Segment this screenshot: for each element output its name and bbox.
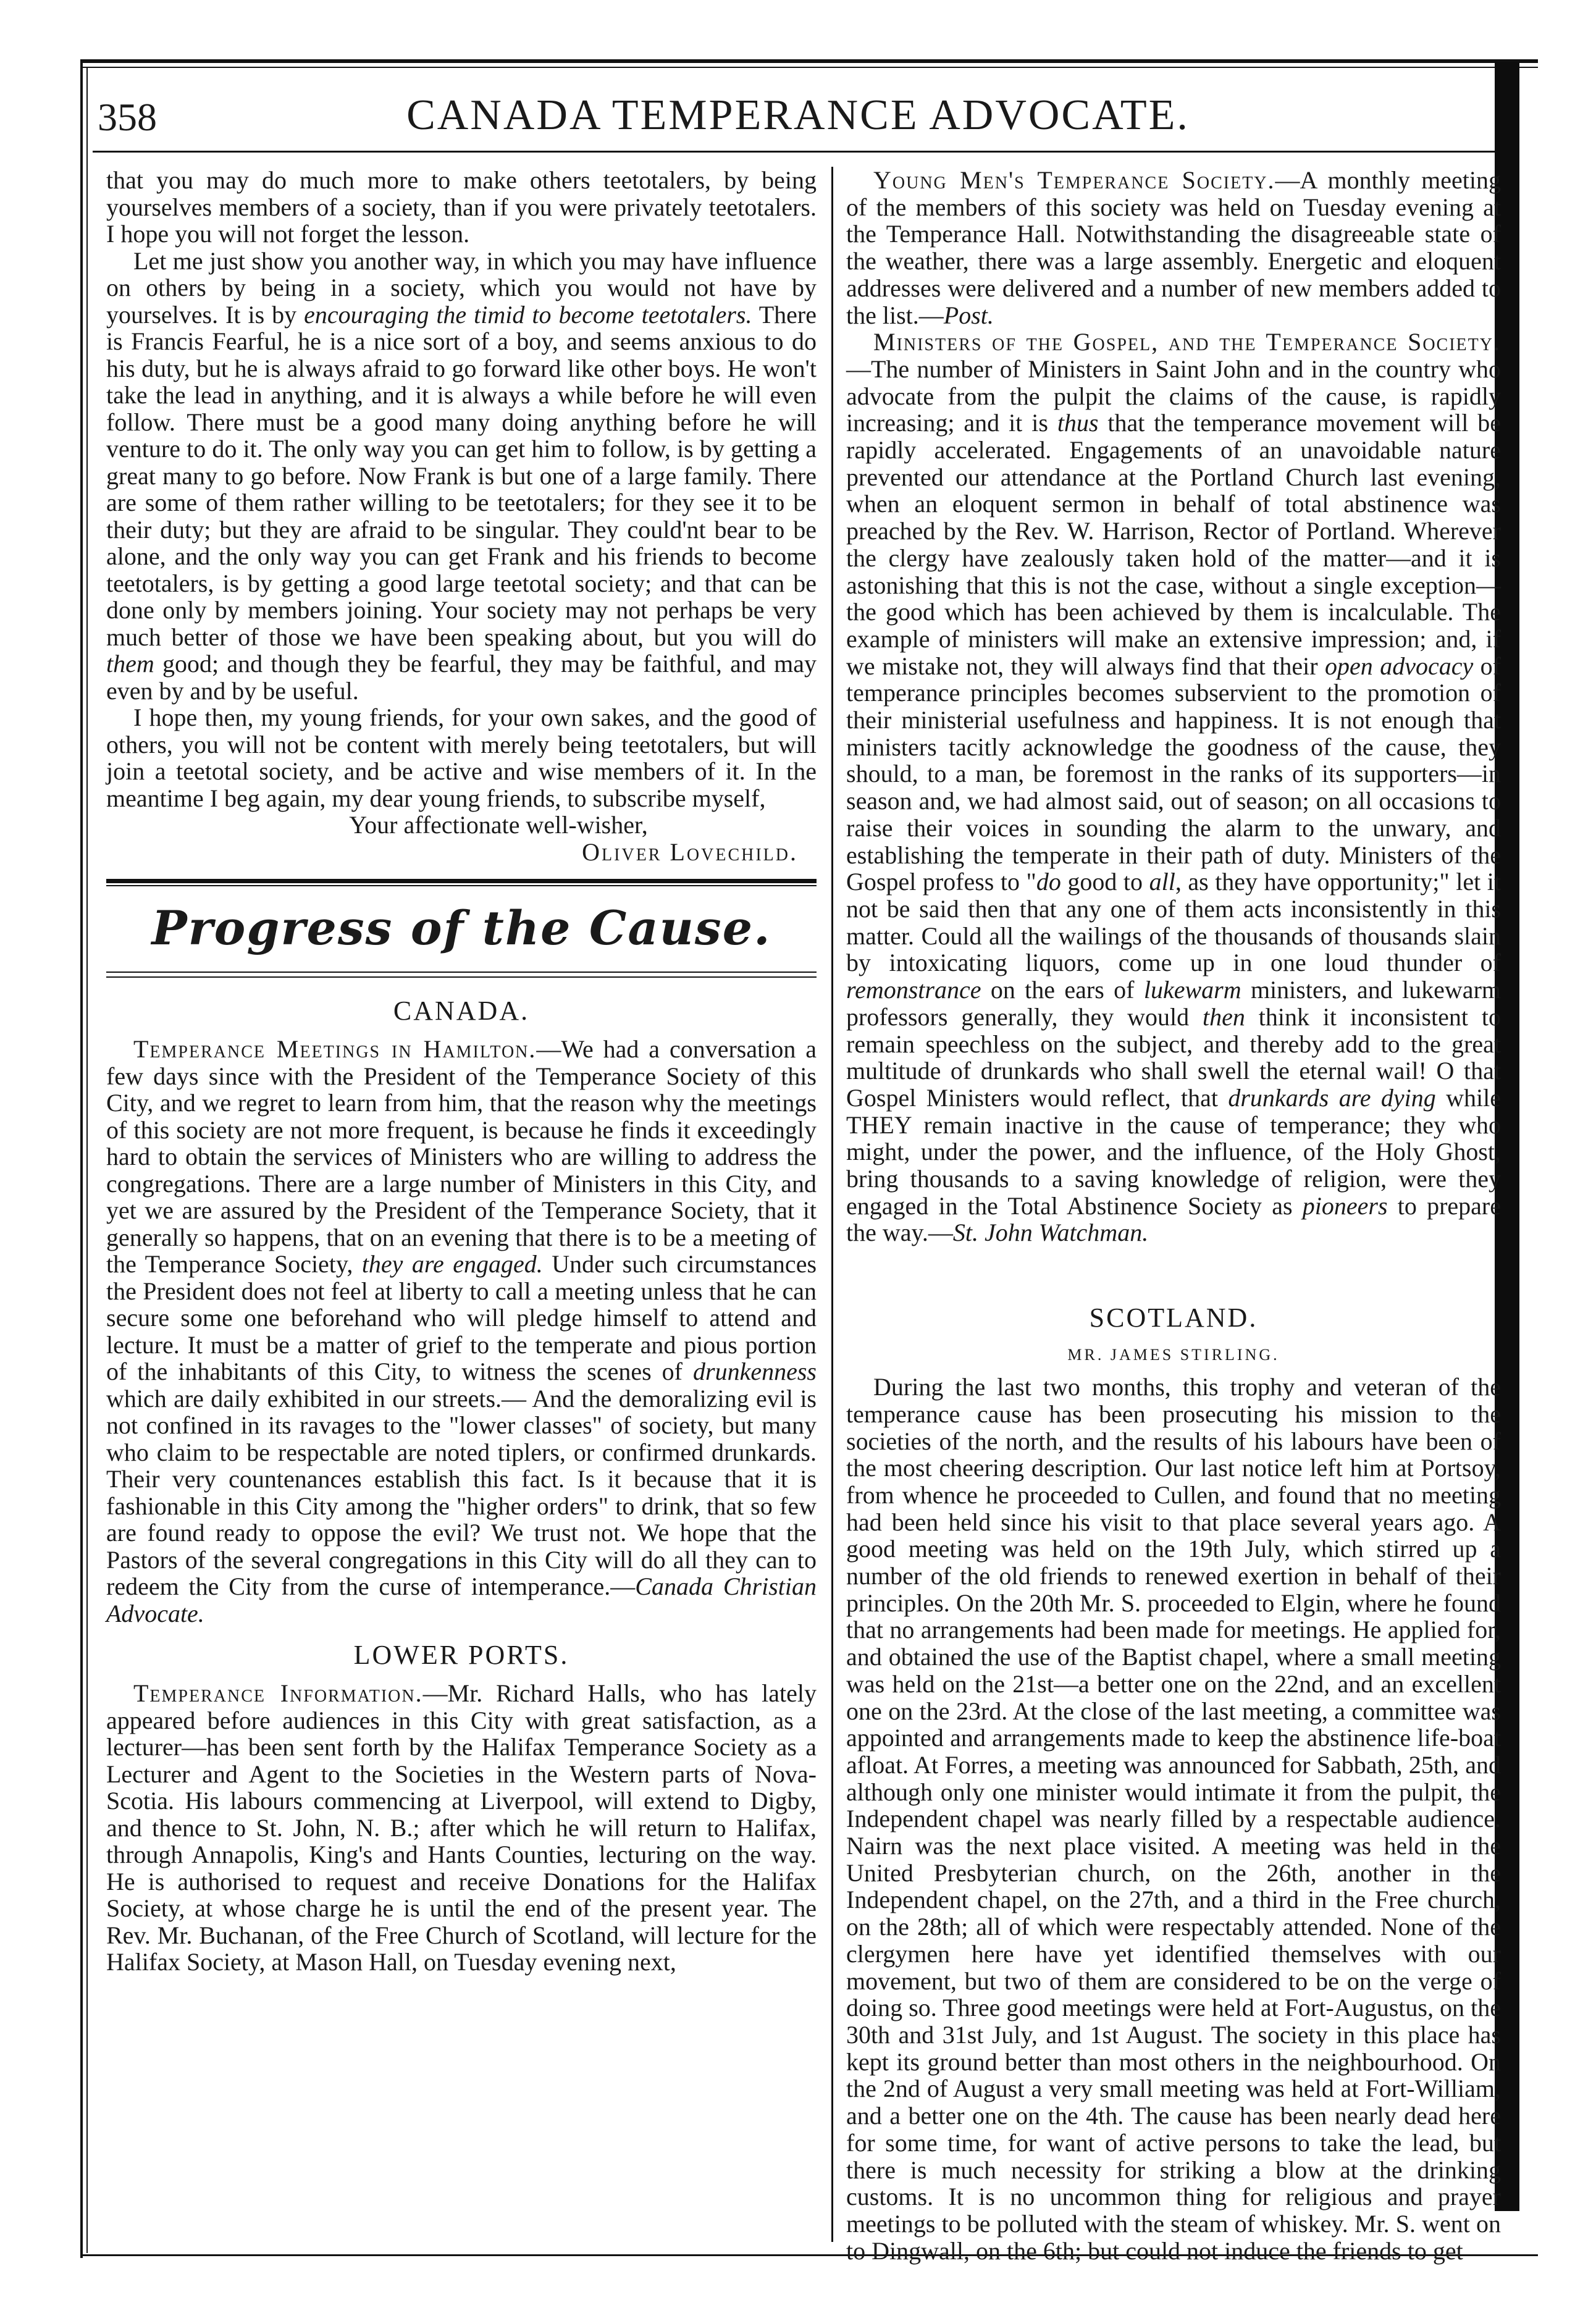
heading-scotland: SCOTLAND.: [1089, 1303, 1258, 1333]
paragraph: I hope then, my young friends, for your own sakes, and the good of others, you will not be content with merely being teetotalers, but will join a teetotal society, and be active and wise members of it. In the meantime I beg again, my dear young friends, to subscribe myself,: [106, 703, 817, 812]
frame-top-rule: [80, 59, 1538, 63]
heading-canada: CANADA.: [393, 996, 530, 1026]
frame-left-rule-thin: [86, 67, 88, 2253]
running-title: CANADA TEMPERANCE ADVOCATE.: [406, 91, 1190, 139]
right-column: [846, 167, 1501, 2264]
section-rule: [106, 972, 817, 973]
section-title: Progress of the Cause.: [151, 900, 771, 955]
signature-name: Oliver Lovechild.: [582, 837, 798, 866]
paragraph: that you may do much more to make others teetotalers, by being yourselves members of a society, than if you were privately teetotalers. I hope you will not forget the lesson.: [106, 166, 817, 248]
section-rule: [106, 976, 817, 978]
paragraph: Temperance Information.—Mr. Richard Halls, who has lately appeared before audiences in this City with great satisfaction, as a lecturer—has been sent forth by the Halifax Temperance Society as a Lecturer and Agent to the Societies in the Western parts of Nova-Scotia. His labours commencing at Liverpool, will extend to Digby, and thence to St. John, N. B.; after which he will return to Halifax, through Annapolis, King's and Hants Counties, lecturing on the way. He is authorised to request and receive Donations for the Halifax Society, at whose charge he is until the end of the present year. The Rev. Mr. Buchanan, of the Free Church of Scotland, will lecture for the Halifax Society, at Mason Hall, on Tuesday evening next,: [106, 1679, 817, 1976]
frame-top-rule-thin: [80, 67, 1538, 68]
paragraph: Let me just show you another way, in which you may have influence on others by being in a society, which you would not have by yourselves. It is by encouraging the timid to become teetotalers. There is Francis Fearful, he is a nice sort of a boy, and seems anxious to do his duty, but he is always afraid to go forward like other boys. He won't take the lead in anything, and it is always a while before he will even follow. There must be a good many doing anything before he will venture to do it. The only way you can get him to follow, is by getting a great many to go before. Now Frank is but one of a large family. There are some of them rather willing to be teetotalers; for they see it to be their duty; but they are afraid to be singular. They could'nt bear to be alone, and the only way you can get Frank and his friends to become teetotalers, is by getting a good large teetotal society; and that can be done only by members joining. Your society may not perhaps be very much better of those we have been speaking about, but you will do them good; and though they be fearful, they may be faithful, and may even by and by be useful.: [106, 246, 817, 705]
section-rule-thin: [106, 885, 817, 886]
paragraph: Temperance Meetings in Hamilton.—We had a conversation a few days since with the President of the Temperance Society of this City, and we regret to learn from him, that the reason why the meetings of this society are not more frequent, is because he finds it exceedingly hard to obtain the services of Ministers who are willing to address the congregations. There are a large number of Ministers in this City, and yet we are assured by the President of the Temperance Society, that it generally so happens, that on an evening that there is to be a meeting of the Temperance Society, they are engaged. Under such circumstances the President does not feel at liberty to call a meeting unless that he can secure some one beforehand who will pledge himself to attend and lecture. It must be a matter of grief to the temperate and pious portion of the inhabitants of this City, to witness the scenes of drunkenness which are daily exhibited in our streets.— And the demoralizing evil is not confined in its ravages to the "lower classes" of society, but many who claim to be respectable are noted tiplers, or confirmed drunkards. Their very countenances establish this fact. Is it because that it is fashionable in this City among the "higher orders" to drink, that so few are found ready to oppose the evil? We trust not. We hope that the Pastors of the several congregations in this City will do all they can to redeem the City from the curse of intemperance.—Canada Christian Advocate.: [106, 1035, 817, 1627]
header-rule: [93, 151, 1495, 153]
subheading-stirling: MR. JAMES STIRLING.: [1067, 1346, 1280, 1364]
page-number: 358: [98, 95, 157, 139]
left-column: [106, 167, 817, 1976]
paragraph: Ministers of the Gospel, and the Temperance Society.—The number of Ministers in Saint John and in the country who advocate from the pulpit the claims of the cause, is rapidly increasing; and it is thus that the temperance movement will be rapidly accelerated. Engagements of an unavoidable nature prevented our attendance at the Portland Church last evening, when an eloquent sermon in behalf of total abstinence was preached by the Rev. W. Harrison, Rector of Portland. Wherever the clergy have zealously taken hold of the matter—and it is astonishing that this is not the case, without a single exception—the good which has been achieved by them is incalculable. The example of ministers will make an extensive impression; and, if we mistake not, they will always find that their open advocacy of temperance principles becomes subservient to the promotion of their ministerial usefulness and happiness. It is not enough that ministers tacitly acknowledge the goodness of the cause, they should, to a man, be foremost in the ranks of its supporters—in season and, we had almost said, out of season; on all occasions to raise their voices in sounding the alarm to the unwary, and establishing the temperate in their path of duty. Ministers of the Gospel profess to "do good to all, as they have opportunity;" let it not be said then that any one of them acts inconsistently in this matter. Could all the wailings of the thousands of thousands slain by intoxicating liquors, come up in one loud thunder of remonstrance on the ears of lukewarm ministers, and lukewarm professors generally, they would then think it inconsistent to remain speechless on the subject, and thereby add to the great multitude of drunkards who shall swell the eternal wail! O that Gospel Ministers would reflect, that drunkards are dying while THEY remain inactive in the cause of temperance; they who might, under the power, and the influence, of the Holy Ghost, bring thousands to a saving knowledge of religion, were they engaged in the Total Abstinence Society as pioneers to prepare the way.—St. John Watchman.: [846, 328, 1501, 1247]
paragraph: Young Men's Temperance Society.—A monthly meeting of the members of this society was held on Tuesday evening at the Temperance Hall. Notwithstanding the disagreeable state of the weather, there was a large assembly. Energetic and eloquent addresses were delivered and a number of new members added to the list.—Post.: [846, 166, 1501, 329]
column-rule: [831, 167, 833, 2242]
section-rule-thick: [106, 879, 817, 883]
heading-lower-ports: LOWER PORTS.: [353, 1640, 569, 1670]
signature-line: Your affectionate well-wisher,: [349, 811, 648, 839]
spacer: [846, 1246, 1501, 1290]
frame-left-rule: [80, 59, 83, 2258]
paragraph: During the last two months, this trophy and veteran of the temperance cause has been prosecuting his mission to the societies of the north, and the results of his labours have been of the most cheering description. Our last notice left him at Portsoy, from whence he proceeded to Cullen, and found that no meeting had been held since his visit to that place several years ago. A good meeting was held on the 19th July, which stirred up a number of the old friends to renewed exertion in behalf of their principles. On the 20th Mr. S. proceeded to Elgin, where he found that no arrangements had been made for meetings. He applied for, and obtained the use of the Baptist chapel, where a small meeting was held on the 21st—a better one on the 22nd, and an excellent one on the 23rd. At the close of the last meeting, a committee was appointed and arrangements made to keep the abstinence life-boat afloat. At Forres, a meeting was announced for Sabbath, 25th, and although only one minister would intimate it from the pulpit, the Independent chapel was nearly filled by a respectable audience. Nairn was the next place visited. A meeting was held in the United Presbyterian church, on the 26th, another in the Independent chapel, on the 27th, and a third in the Free church, on the 28th; all of which were respectably attended. None of the clergymen here have yet identified themselves with our movement, but two of them are considered to be on the verge of doing so. Three good meetings were held at Fort-Augustus, on the 30th and 31st July, and 1st August. The society in this place has kept its ground better than most others in the neighbourhood. On the 2nd of August a very small meeting was held at Fort-William, and a better one on the 4th. The cause has been nearly dead here for some time, for want of active persons to take the lead, but there is much necessity for striking a blow at the drinking customs. It is no uncommon thing for religious and prayer meetings to be polluted with the steam of whiskey. Mr. S. went on to Dingwall, on the 6th; but could not induce the friends to get: [846, 1373, 1501, 2265]
